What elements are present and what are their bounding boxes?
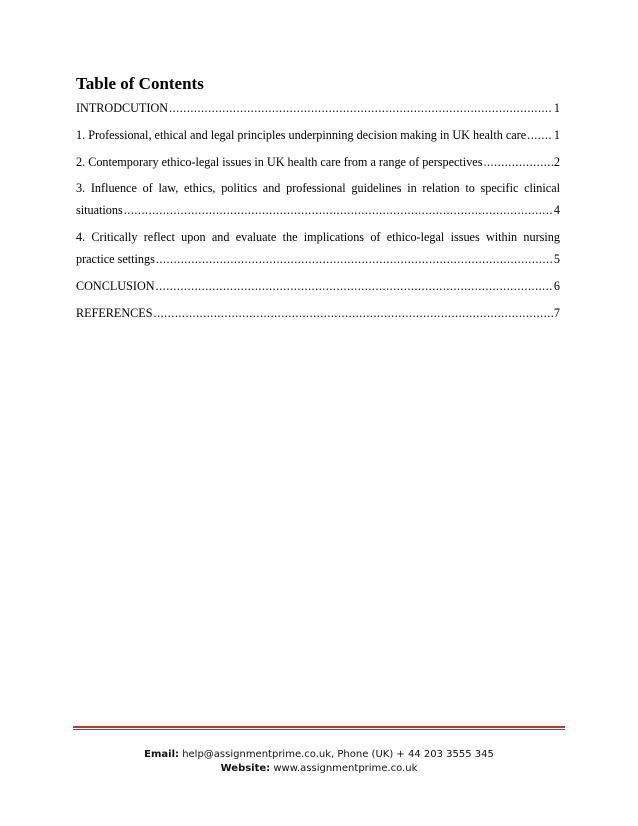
website-label: Website: bbox=[220, 763, 271, 774]
toc-page-number: 2 bbox=[553, 155, 560, 169]
footer-divider-dark bbox=[73, 729, 565, 730]
toc-entry-text: REFERENCES bbox=[76, 306, 153, 320]
toc-entry-section-1[interactable] bbox=[76, 127, 560, 143]
email-label: Email: bbox=[144, 749, 179, 760]
toc-entry-text-line1: 3. Influence of law, ethics, politics and professional guidelines in relation to specific clinical bbox=[76, 181, 560, 195]
toc-entry-text: INTRODCUTION bbox=[76, 101, 169, 115]
toc-entry-section-3[interactable] bbox=[76, 180, 560, 218]
toc-entry-text: practice settings bbox=[76, 252, 155, 266]
email-value[interactable]: help@assignmentprime.co.uk, Phone (UK) + 44 203 3555 345 bbox=[182, 749, 494, 760]
footer-divider-red bbox=[73, 726, 565, 728]
toc-entry-text: 1. Professional, ethical and legal principles underpinning decision making in UK health care bbox=[76, 128, 527, 142]
toc-title: Table of Contents bbox=[76, 74, 204, 93]
toc-page-number: 1 bbox=[553, 101, 560, 115]
dot-leader bbox=[154, 305, 553, 321]
toc-entry-text: CONCLUSION bbox=[76, 279, 155, 293]
dot-leader bbox=[124, 202, 553, 218]
toc-entry-text: situations bbox=[76, 203, 123, 217]
toc-page-number: 7 bbox=[553, 306, 560, 320]
toc-entry-conclusion[interactable] bbox=[76, 278, 560, 294]
dot-leader bbox=[156, 251, 553, 267]
toc-entry-section-2[interactable] bbox=[76, 154, 560, 170]
toc-entry-introduction[interactable] bbox=[76, 100, 560, 116]
toc-entry-text-line1: 4. Critically reflect upon and evaluate the implications of ethico-legal issues within nursing bbox=[76, 230, 560, 244]
toc-entry-references[interactable] bbox=[76, 305, 560, 321]
toc-page-number: 4 bbox=[553, 203, 560, 217]
toc-page-number: 6 bbox=[553, 279, 560, 293]
toc-page-number: 5 bbox=[553, 252, 560, 266]
dot-leader bbox=[527, 127, 553, 143]
website-link[interactable]: www.assignmentprime.co.uk bbox=[273, 763, 418, 774]
dot-leader bbox=[483, 154, 552, 170]
footer-contact-line bbox=[0, 748, 638, 762]
toc-page-number: 1 bbox=[553, 128, 560, 142]
footer-website-line bbox=[0, 762, 638, 776]
toc-entry-section-4[interactable] bbox=[76, 229, 560, 267]
dot-leader bbox=[156, 278, 553, 294]
dot-leader bbox=[169, 100, 553, 116]
toc-entry-text: 2. Contemporary ethico-legal issues in UK health care from a range of perspectives bbox=[76, 155, 483, 169]
